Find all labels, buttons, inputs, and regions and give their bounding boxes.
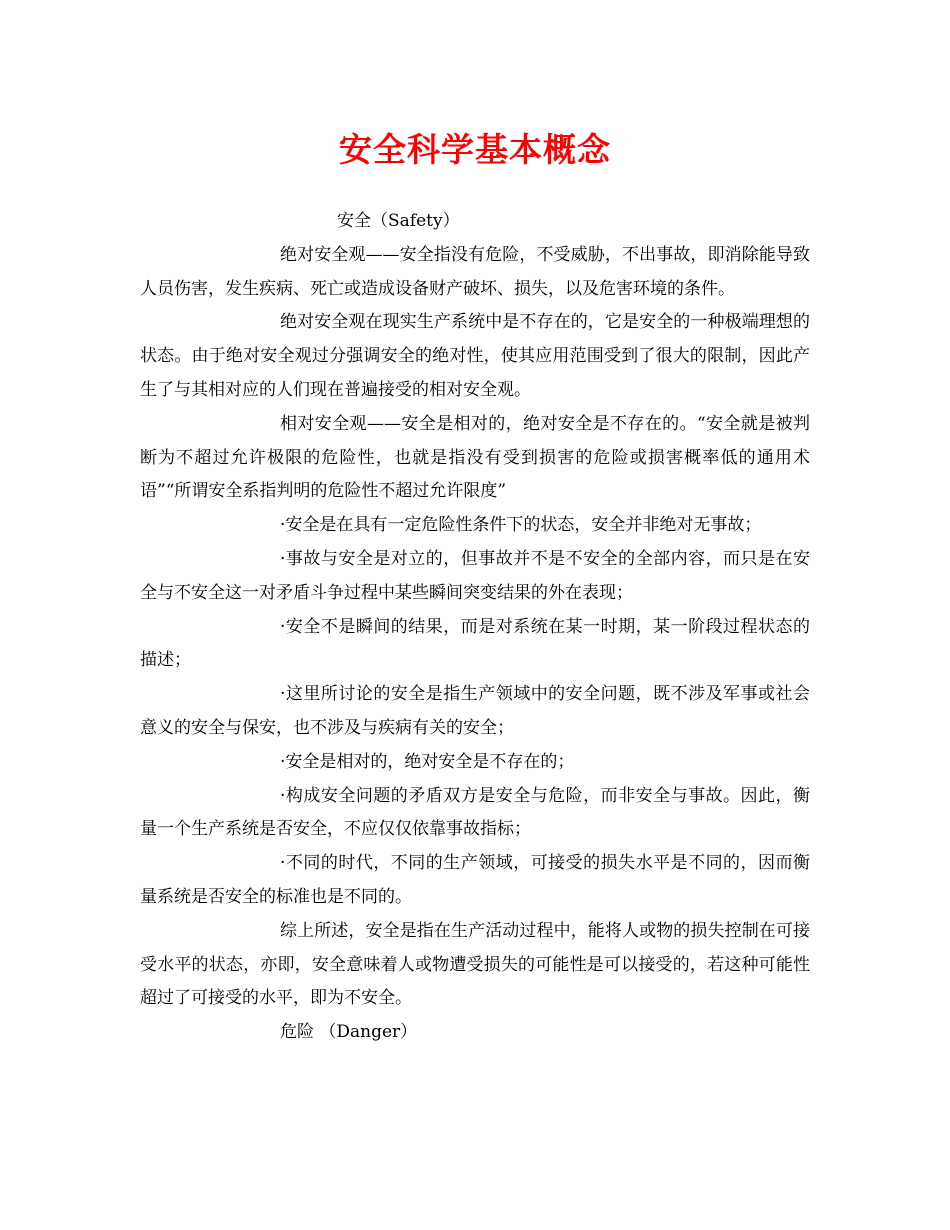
paragraph-relative-safety: 相对安全观——安全是相对的，绝对安全是不存在的。“安全就是被判断为不超过允许极限的危险性，也就是指没有受到损害的危险或损害概率低的通用术语”“所谓安全系指判明的危险性不超过允许限度” bbox=[140, 413, 810, 502]
bullet-item: ·事故与安全是对立的，但事故并不是不安全的全部内容，而只是在安全与不安全这一对矛盾斗争过程中某些瞬间突变结果的外在表现； bbox=[140, 548, 810, 603]
document-title: 安全科学基本概念 bbox=[339, 130, 611, 169]
bullet-item: ·安全不是瞬间的结果，而是对系统在某一时期，某一阶段过程状态的描述； bbox=[140, 616, 810, 671]
section-heading-safety: 安全（Safety） bbox=[337, 211, 460, 231]
paragraph-summary: 综上所述，安全是指在生产活动过程中，能将人或物的损失控制在可接受水平的状态，亦即，安全意味着人或物遭受损失的可能性是可以接受的，若这种可能性超过了可接受的水平，即为不安全。 bbox=[140, 920, 810, 1009]
bullet-item: ·不同的时代，不同的生产领域，可接受的损失水平是不同的，因而衡量系统是否安全的标准也是不同的。 bbox=[140, 853, 810, 907]
bullet-item: ·安全是相对的，绝对安全是不存在的； bbox=[280, 751, 575, 772]
paragraph-absolute-safety: 绝对安全观——安全指没有危险，不受威胁，不出事故，即消除能导致人员伤害，发生疾病、死亡或造成设备财产破坏、损失，以及危害环境的条件。 bbox=[140, 244, 810, 299]
bullet-item: ·构成安全问题的矛盾双方是安全与危险，而非安全与事故。因此，衡量一个生产系统是否安全，不应仅仅依靠事故指标； bbox=[140, 785, 810, 840]
paragraph-absolute-safety-limits: 绝对安全观在现实生产系统中是不存在的，它是安全的一种极端理想的状态。由于绝对安全观过分强调安全的绝对性，使其应用范围受到了很大的限制，因此产生了与其相对应的人们现在普遍接受的相对安全观。 bbox=[140, 312, 810, 400]
document-body bbox=[140, 205, 810, 1050]
section-heading-danger: 危险 （Danger） bbox=[280, 1022, 418, 1043]
bullet-item: ·这里所讨论的安全是指生产领域中的安全问题，既不涉及军事或社会意义的安全与保安，也不涉及与疾病有关的安全； bbox=[140, 684, 810, 738]
bullet-item: ·安全是在具有一定危险性条件下的状态，安全并非绝对无事故； bbox=[280, 515, 762, 536]
